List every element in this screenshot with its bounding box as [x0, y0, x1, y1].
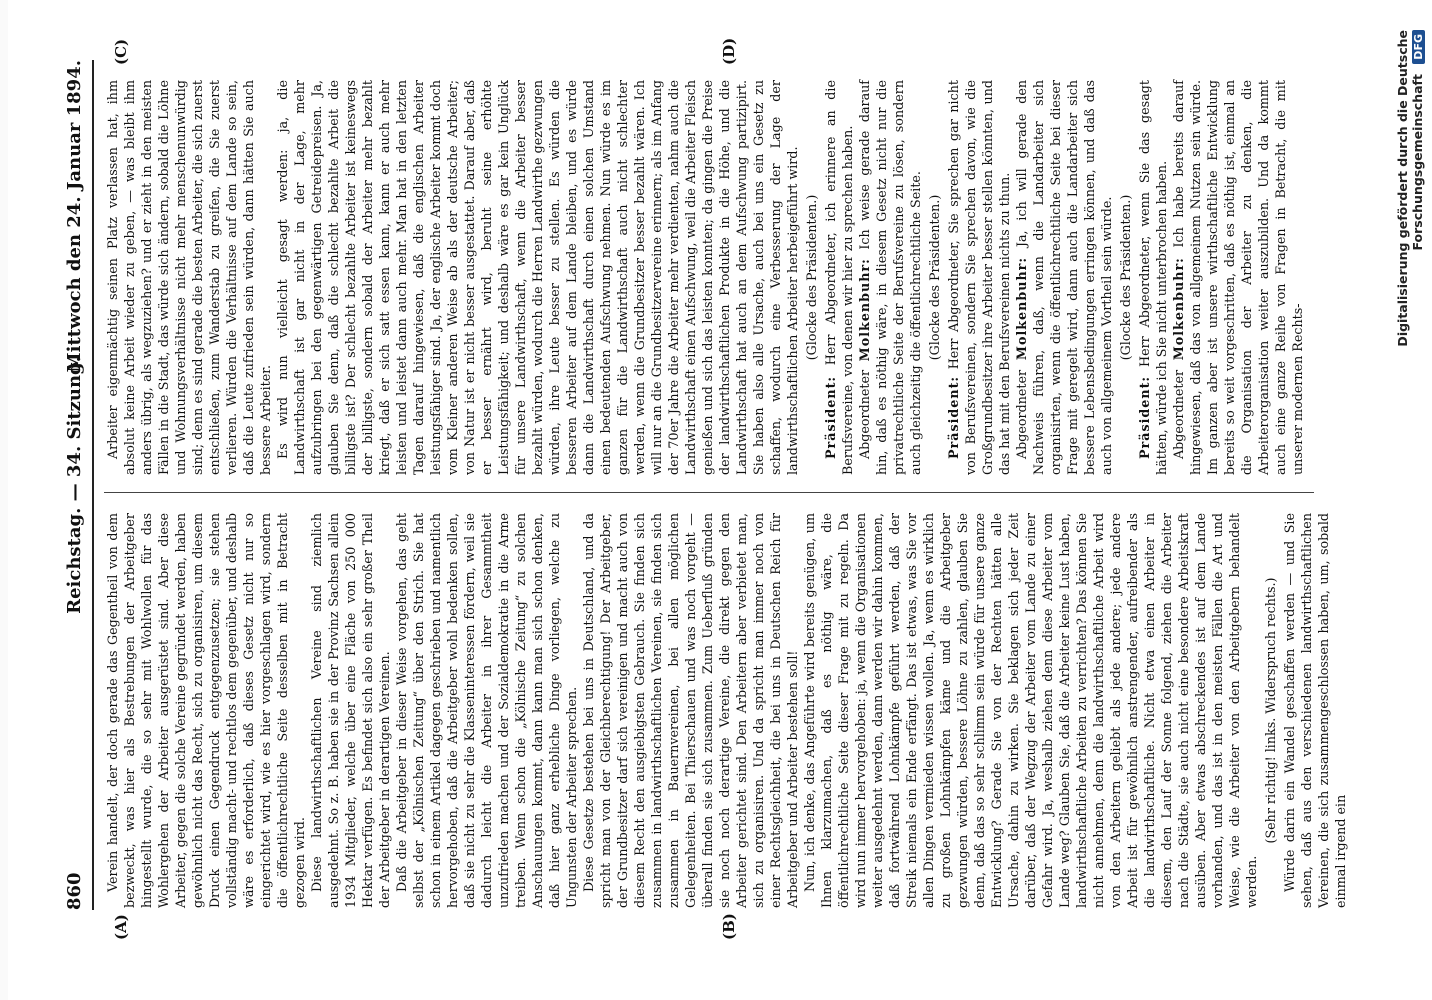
session-title: Reichstag. — 34. Sitzung. [64, 356, 85, 614]
speaker-name: Präsident: [1137, 375, 1152, 459]
speech-text: Ich weise gerade darauf hin, daß es nöthig wäre, in diesem Gesetz nicht nur die privatrechtliche Seite der Berufsvereine zu lösen, sondern auch gleichzeitig die öffentlichrechtliche Seite. [857, 80, 923, 475]
paragraph: Diese landwirthschaftlichen Vereine sind ziemlich ausgedehnt. So z. B. haben sie in der Provinz Sachsen allein 1934 Mitglieder, welche über eine Fläche von 250 000 Hektar verfügen. Es befindet sich also ein sehr großer Theil der Arbeitgeber in derartigen Vereinen. [309, 513, 392, 908]
paragraph: Verein handelt, der doch gerade das Gegentheil von dem bezweckt, was hier als Bestrebungen der Arbeitgeber hingestellt wurde, die so sehr mit Wohlwollen für das Wohlergehen der Arbeiter ausgerüstet sind. Aber diese Arbeiter, gegen die solche Vereine gegründet werden, haben gewöhnlich nicht das Recht, sich zu organisiren, um diesem Druck einen Gegendruck entgegenzusetzen; sie stehen vollständig macht- und rechtlos dem gegenüber, und deshalb wäre es erforderlich, daß dieses Gesetz nicht nur so eingerichtet wird, wie es hier vorgeschlagen wird, sondern die öffentlichrechtliche Seite desselben mit in Betracht gezogen wird. [105, 513, 307, 908]
speech-paragraph [1170, 80, 1306, 475]
speaker-name: Molkenbuhr: [857, 258, 872, 362]
speech-paragraph [945, 80, 1013, 475]
speech-text: Ja, ich will gerade den Nachweis führen, daß, wenn die Landarbeiter sich organisirten, wenn die öffentlichrechtliche Seite bei dieser Frage mit geregelt wird, dann auch die Landarbeiter sich bessere Lebensbedingungen erringen können, und daß das auch von allgemeinem Vortheil sein würde. [1014, 80, 1114, 475]
paragraph: Arbeiter eigenmächtig seinen Platz verlassen hat, ihm absolut keine Arbeit wieder zu geben, — was bleibt ihm anders übrig, als wegzuziehen? und er zieht in den meisten Fällen in die Stadt, das würde sich ändern, sobald die Löhne und Wohnungsverhältnisse nicht mehr menschenunwürdig sind; denn es sind gerade die besten Arbeiter, die sich zuerst entschließen, zum Wanderstab zu greifen, die Sie zuerst verlieren. Würden die Verhältnisse auf dem Lande so sein, daß die Leute zufrieden sein würden, dann hätten Sie auch bessere Arbeiter. [105, 80, 273, 475]
speech-text: Herr Abgeordneter, ich erinnere an die Berufsvereine, von denen wir hier zu sprechen haben. [823, 80, 855, 475]
page-edge [0, 0, 8, 1000]
paragraph: Daß die Arbeitgeber in dieser Weise vorgehen, das geht selbst der „Kölnischen Zeitung“ über den Strich. Sie hat schon in einem Artikel dagegen geschrieben und namentlich hervorgehoben, daß die Arbeitgeber wohl bedenken sollen, daß sie nicht zu sehr die Klasseninteressen fördern, weil sie dadurch leicht die Arbeiter in ihrer Gesammtheit unzufrieden machen und der Sozialdemokratie in die Arme treiben. Wenn schon die „Kölnische Zeitung“ zu solchen Anschauungen kommt, dann kann man sich schon denken, daß hier ganz erhebliche Dinge vorliegen, welche zu Ungunsten der Arbeiter sprechen. [394, 513, 579, 908]
speech-text: Ich habe bereits darauf hingewiesen, daß das von allgemeinem Nutzen sein würde. Im ganzen aber ist unsere wirthschaftliche Entwicklung bereits so weit vorgeschritten, daß es nöthig ist, einmal an die Organisation der Arbeiter zu denken, die Arbeiterorganisation weiter auszubilden. Und da kommt auch eine ganze Reihe von Fragen in Betracht, die mit unserer modernen Rechts- [1171, 79, 1305, 475]
speaker-name: Präsident: [823, 375, 838, 459]
speech-paragraph [822, 80, 856, 475]
speaker-name: Molkenbuhr: [1014, 256, 1029, 361]
digitization-footer [1395, 30, 1425, 400]
text-column-left [104, 513, 1348, 908]
interjection: (Sehr richtig! links. Widerspruch rechts.) [1263, 577, 1278, 844]
interjection: (Glocke des Präsidenten.) [804, 194, 819, 361]
speaker-name: Präsident: [946, 375, 961, 459]
margin-mark-c: (C) [112, 38, 130, 65]
speech-paragraph [1013, 80, 1115, 475]
paragraph: Es wird nun vielleicht gesagt werden: ja, die Landwirthschaft ist gar nicht in der Lage, mehr aufzubringen bei den gegenwärtigen Getreidepreisen. Ja, glauben Sie denn, daß die schlecht bezahlte Arbeit die billigste ist? Der schlecht bezahlte Arbeiter ist keineswegs der billigste, sondern sobald der Arbeiter mehr bezahlt kriegt, daß er sich satt essen kann, kann er auch mehr leisten und leistet dann auch mehr. Man hat in den letzten Tagen darauf hingewiesen, daß die englischen Arbeiter leistungsfähiger sind. Ja, der englische Arbeiter kommt doch vom Kleiner anderen Weise ab als der deutsche Arbeiter; von Natur ist er nicht besser ausgestattet. Darauf aber, daß er besser ernährt wird, beruht seine erhöhte Leistungsfähigkeit; und deshalb wäre es gar kein Unglück für unsere Landwirthschaft, wenn die Arbeiter besser bezahlt würden, wodurch die Herren Landwirthe gezwungen würden, ihre Leute besser zu stellen. Es würden die besseren Arbeiter auf dem Lande bleiben, und es würde dann die Landwirthschaft durch einen solchen Umstand einen bedeutenden Aufschwung nehmen. Nun würde es im ganzen für die Landwirthschaft auch nicht schlechter werden, wenn die Grundbesitzer besser bezahlt wären. Ich will nur an die Grundbesitzervereine erinnern; als im Anfang der 70er Jahre die Arbeiter mehr verdienten, nahm auch die Landwirthschaft einen Aufschwung, weil die Arbeiter Fleisch genießen und sich das leisten konnten; da gingen die Preise der landwirthschaftlichen Produkte in die Höhe, und die Landwirthschaft hat auch an dem Aufschwung partizipirt. Sie haben also alle Ursache, auch bei uns ein Gesetz zu schaffen, wodurch eine Verbesserung der Lage der landwirthschaftlichen Arbeiter herbeigeführt wird. [275, 80, 800, 475]
speaker-title: Abgeordneter [1014, 360, 1029, 459]
header-rule [92, 60, 94, 910]
paragraph: Diese Gesetze bestehen bei uns in Deutschland, und da spricht man von der Gleichberechtigung! Der Arbeitgeber, der Grundbesitzer darf sich vereinigen und macht auch von diesem Recht den ausgiebigsten Gebrauch. Sie finden sich zusammen in landwirthschaftlichen Vereinen, sie finden sich zusammen in Bauernvereinen, bei allen möglichen Gelegenheiten. Bei Thierschauen und was noch vorgeht — überall finden sie sich zusammen. Zum Ueberfluß gründen sie noch noch derartige Vereine, die direkt gegen den Arbeiter gerichtet sind. Den Arbeitern aber verbietet man, sich zu organisiren. Und da spricht man immer noch von einer Rechtsgleichheit, die bei uns in Deutschen Reich für Arbeitgeber und Arbeiter bestehen soll! [581, 513, 800, 908]
paragraph: Nun, ich denke, das Angeführte wird bereits genügen, um Ihnen klarzumachen, daß es nöthig wäre, die öffentlichrechtliche Seite dieser Frage mit zu regeln. Da wird nun immer hervorgehoben: ja, wenn die Organisationen weiter ausgedehnt werden, dann werden wir dahin kommen, daß fortwährend Lohnkämpfe geführt werden, daß der Streik niemals ein Ende erfängt. Das ist etwas, was Sie vor allen Dingen vermieden wissen wollen. Ja, wenn es wirklich zu großen Lohnkämpfen käme und die Arbeitgeber gezwungen würden, bessere Löhne zu zahlen, glauben Sie denn, daß das so sehr schlimm sein würde für unsere ganze Entwicklung? Gerade Sie von der Rechten hätten alle Ursache, dahin zu wirken. Sie beklagen sich jeder Zeit darüber, daß der Wegzug der Arbeiter vom Lande zu einer Gefahr wird. Ja, weshalb ziehen denn diese Arbeiter vom Lande weg? Glauben Sie, daß die Arbeiter keine Lust haben, landwirthschaftliche Arbeiten zu verrichten? Das können Sie nicht annehmen, denn die landwirthschaftliche Arbeit wird von den Arbeitern geliebt als jede andere; jede andere Arbeit ist für gewöhnlich anstrengender, aufreibender als die landwirthschaftliche. Nicht etwa einen Arbeiter in diesem, den Lauf der Sonne folgend, ziehen die Arbeiter nach die Städte, sie auch nicht eine besondere Arbeitskraft ausüben. Aber etwas abschreckendes ist auf dem Lande vorhanden, und das ist in den meisten Fällen die Art und Weise, wie die Arbeiter von den Arbeitgebern behandelt werden. [802, 513, 1259, 908]
speech-paragraph [1136, 80, 1170, 475]
page-header [56, 60, 92, 910]
margin-mark-a: (A) [112, 914, 130, 940]
margin-mark-b: (B) [720, 913, 738, 940]
dfg-logo-icon[interactable]: DFG [1412, 30, 1425, 64]
interjection: (Glocke des Präsidenten.) [1118, 194, 1133, 361]
speaker-title: Abgeordneter [1171, 360, 1186, 459]
speaker-name: Molkenbuhr: [1171, 257, 1186, 361]
speaker-title: Abgeordneter [857, 361, 872, 459]
speech-paragraph [856, 80, 924, 475]
text-column-right [104, 80, 1314, 475]
interjection: (Glocke des Präsidenten.) [927, 194, 942, 361]
paragraph: Würde darin ein Wandel geschaffen werden — und Sie sehen, daß aus den verschiedenen landwirthschaftlichen Vereinen, die sich zusammengeschlossen haben, um, sobald einmal irgend ein [1282, 513, 1348, 908]
session-date: Mittwoch den 24. Januar 1894. [64, 60, 85, 373]
margin-mark-d: (D) [720, 37, 738, 65]
column-divider [104, 492, 1314, 493]
page-number: 860 [64, 872, 85, 910]
speech-text: Herr Abgeordneter, wenn Sie das gesagt hätten, würde ich Sie nicht unterbrochen haben. [1137, 80, 1169, 475]
digitization-note: Digitalisierung gefördert durch die Deutsche Forschungsgemeinschaft [1395, 30, 1425, 347]
speech-text: Herr Abgeordneter, Sie sprechen gar nicht von Berufsvereinen, sondern Sie sprechen davon, wie die Großgrundbesitzer ihre Arbeiter besser stellen könnten, und das hat mit den Berufsvereinen nichts zu thun. [946, 80, 1012, 475]
